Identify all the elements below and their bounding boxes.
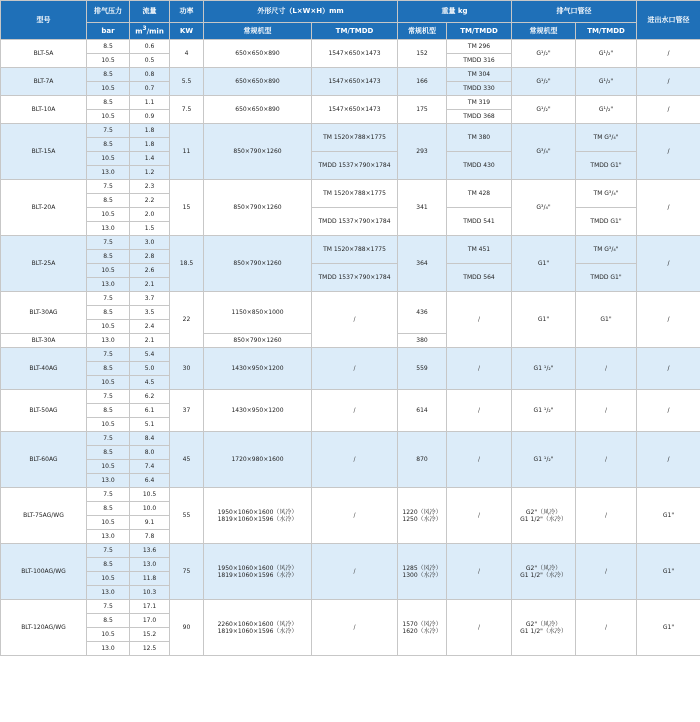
outlet-regular: G1" [512, 236, 576, 292]
pressure-value: 13.0 [87, 474, 130, 488]
header-outlet-tm: TM/TMDD [576, 23, 637, 40]
weight-regular: 175 [398, 96, 447, 124]
dims-tm: / [312, 292, 398, 348]
dims-water-cooled: 1819×1060×1596（水冷） [217, 627, 298, 635]
pressure-value: 10.5 [87, 152, 130, 166]
weight-tm: TM 451 [447, 236, 512, 264]
power-value: 4 [170, 40, 204, 68]
pressure-value: 7.5 [87, 432, 130, 446]
weight-tm: TMDD 330 [447, 82, 512, 96]
pressure-value: 7.5 [87, 544, 130, 558]
dims-tm: / [312, 390, 398, 432]
dims-regular: 650×650×890 [204, 40, 312, 68]
flow-value: 5.0 [130, 362, 170, 376]
header-pressure: 排气压力 [87, 1, 130, 23]
outlet-regular [512, 600, 576, 656]
pressure-value: 8.5 [87, 362, 130, 376]
pressure-value: 7.5 [87, 600, 130, 614]
pressure-value: 13.0 [87, 642, 130, 656]
weight-tm: / [447, 390, 512, 432]
power-value: 15 [170, 180, 204, 236]
power-value: 7.5 [170, 96, 204, 124]
flow-value: 4.5 [130, 376, 170, 390]
dims-tm: TMDD 1537×790×1784 [312, 264, 398, 292]
pressure-value: 10.5 [87, 264, 130, 278]
outlet-water-cooled: G1 1/2"（水冷） [520, 571, 567, 579]
outlet-tm: G¹/₂" [576, 68, 637, 96]
header-power-unit: KW [170, 23, 204, 40]
weight-regular: 341 [398, 180, 447, 236]
water-pipe: / [637, 96, 700, 124]
weight-tm: / [447, 348, 512, 390]
dims-tm: TM 1520×788×1775 [312, 180, 398, 208]
outlet-regular: G¹/₂" [512, 68, 576, 96]
water-pipe: / [637, 236, 700, 292]
dims-tm: 1547×650×1473 [312, 68, 398, 96]
header-flow-unit: $m^3/\min$ [130, 23, 170, 40]
weight-tm: / [447, 432, 512, 488]
pressure-value: 8.5 [87, 306, 130, 320]
pressure-value: 8.5 [87, 502, 130, 516]
water-pipe: G1" [637, 488, 700, 544]
header-dims: 外形尺寸（L×W×H）mm [204, 1, 398, 23]
model-name: BLT-25A [1, 236, 87, 292]
model-name: BLT-30A [1, 334, 87, 348]
dims-regular: 850×790×1260 [204, 180, 312, 236]
flow-value: 2.3 [130, 180, 170, 194]
header-water: 进出水口管径 [637, 1, 700, 40]
weight-tm: TM 380 [447, 124, 512, 152]
dims-regular: 1720×980×1600 [204, 432, 312, 488]
outlet-regular: G¹/₂" [512, 40, 576, 68]
flow-value: 9.1 [130, 516, 170, 530]
dims-tm: / [312, 432, 398, 488]
pressure-value: 8.5 [87, 96, 130, 110]
pressure-value: 8.5 [87, 68, 130, 82]
header-power: 功率 [170, 1, 204, 23]
weight-water-cooled: 1300（水冷） [402, 571, 442, 579]
flow-value: 2.1 [130, 278, 170, 292]
flow-value: 11.8 [130, 572, 170, 586]
header-pressure-unit: bar [87, 23, 130, 40]
dims-tm: TM 1520×788×1775 [312, 124, 398, 152]
outlet-tm: G¹/₂" [576, 96, 637, 124]
outlet-regular: G³/₄" [512, 180, 576, 236]
header-weight-tm: TM/TMDD [447, 23, 512, 40]
weight-regular: 152 [398, 40, 447, 68]
flow-value: 17.0 [130, 614, 170, 628]
model-group-blt-20a [1, 180, 700, 236]
outlet-tm: / [576, 390, 637, 432]
power-value: 90 [170, 600, 204, 656]
flow-value: 8.0 [130, 446, 170, 460]
water-pipe: G1" [637, 544, 700, 600]
dims-regular: 850×790×1260 [204, 334, 312, 348]
water-pipe: / [637, 124, 700, 180]
weight-regular: 364 [398, 236, 447, 292]
flow-value: 10.3 [130, 586, 170, 600]
dims-water-cooled: 1819×1060×1596（水冷） [217, 515, 298, 523]
weight-tm: / [447, 488, 512, 544]
flow-value: 15.2 [130, 628, 170, 642]
pressure-value: 10.5 [87, 516, 130, 530]
dims-air-cooled: 1950×1060×1600（风冷） [217, 508, 298, 516]
weight-regular: 614 [398, 390, 447, 432]
dims-tm: / [312, 488, 398, 544]
model-name: BLT-5A [1, 40, 87, 68]
pressure-value: 8.5 [87, 446, 130, 460]
flow-value: 13.6 [130, 544, 170, 558]
header-flow: 流量 [130, 1, 170, 23]
flow-value: 2.1 [130, 334, 170, 348]
dims-water-cooled: 1819×1060×1596（水冷） [217, 571, 298, 579]
outlet-regular [512, 544, 576, 600]
pressure-value: 13.0 [87, 222, 130, 236]
water-pipe: / [637, 40, 700, 68]
weight-water-cooled: 1250（水冷） [402, 515, 442, 523]
pressure-value: 7.5 [87, 488, 130, 502]
weight-regular [398, 544, 447, 600]
outlet-tm: G1" [576, 292, 637, 348]
flow-value: 8.4 [130, 432, 170, 446]
dims-regular [204, 488, 312, 544]
flow-value: 6.1 [130, 404, 170, 418]
weight-tm: TM 304 [447, 68, 512, 82]
weight-tm: TM 296 [447, 40, 512, 54]
outlet-tm: TM G³/₄" [576, 236, 637, 264]
weight-tm: TMDD 368 [447, 110, 512, 124]
weight-regular: 436 [398, 292, 447, 334]
pressure-value: 7.5 [87, 292, 130, 306]
model-group-blt-15a [1, 124, 700, 180]
flow-value: 0.6 [130, 40, 170, 54]
outlet-tm: TMDD G1" [576, 152, 637, 180]
outlet-regular: G1 ¹/₂" [512, 348, 576, 390]
weight-water-cooled: 1620（水冷） [402, 627, 442, 635]
dims-regular: 1430×950×1200 [204, 348, 312, 390]
dims-regular: 850×790×1260 [204, 236, 312, 292]
outlet-water-cooled: G1 1/2"（水冷） [520, 627, 567, 635]
pressure-value: 10.5 [87, 460, 130, 474]
flow-value: 1.5 [130, 222, 170, 236]
weight-regular: 293 [398, 124, 447, 180]
power-value: 30 [170, 348, 204, 390]
water-pipe: / [637, 390, 700, 432]
weight-tm: / [447, 292, 512, 348]
weight-regular [398, 600, 447, 656]
model-group-blt-50ag [1, 390, 700, 432]
pressure-value: 8.5 [87, 40, 130, 54]
model-group-blt-100ag-wg [1, 544, 700, 600]
pressure-value: 10.5 [87, 376, 130, 390]
dims-tm: / [312, 544, 398, 600]
weight-regular: 870 [398, 432, 447, 488]
pressure-value: 10.5 [87, 320, 130, 334]
pressure-value: 10.5 [87, 208, 130, 222]
flow-value: 1.8 [130, 124, 170, 138]
weight-tm: TMDD 316 [447, 54, 512, 68]
weight-tm: / [447, 600, 512, 656]
pressure-value: 7.5 [87, 236, 130, 250]
weight-tm: TMDD 564 [447, 264, 512, 292]
dims-tm: / [312, 348, 398, 390]
flow-value: 10.0 [130, 502, 170, 516]
model-group-blt-30ag [1, 292, 700, 348]
water-pipe: / [637, 180, 700, 236]
model-group-blt-60ag [1, 432, 700, 488]
flow-value: 2.2 [130, 194, 170, 208]
outlet-tm: / [576, 600, 637, 656]
flow-value: 0.8 [130, 68, 170, 82]
header-outlet: 排气口管径 [512, 1, 637, 23]
model-name: BLT-15A [1, 124, 87, 180]
model-name: BLT-40AG [1, 348, 87, 390]
flow-value: 2.8 [130, 250, 170, 264]
flow-value: 1.8 [130, 138, 170, 152]
pressure-value: 7.5 [87, 390, 130, 404]
pressure-value: 8.5 [87, 404, 130, 418]
model-name: BLT-7A [1, 68, 87, 96]
dims-regular: 650×650×890 [204, 68, 312, 96]
outlet-tm: G¹/₂" [576, 40, 637, 68]
pressure-value: 13.0 [87, 334, 130, 348]
flow-value: 0.9 [130, 110, 170, 124]
pressure-value: 10.5 [87, 572, 130, 586]
flow-value: 17.1 [130, 600, 170, 614]
power-value: 18.5 [170, 236, 204, 292]
outlet-tm: TMDD G1" [576, 264, 637, 292]
model-group-blt-120ag-wg [1, 600, 700, 656]
power-value: 22 [170, 292, 204, 348]
flow-value: 12.5 [130, 642, 170, 656]
model-name: BLT-60AG [1, 432, 87, 488]
outlet-regular: G1 ¹/₂" [512, 390, 576, 432]
water-pipe: G1" [637, 600, 700, 656]
dims-regular: 1430×950×1200 [204, 390, 312, 432]
model-name: BLT-100AG/WG [1, 544, 87, 600]
weight-regular: 380 [398, 334, 447, 348]
water-pipe: / [637, 348, 700, 390]
pressure-value: 13.0 [87, 530, 130, 544]
power-value: 5.5 [170, 68, 204, 96]
flow-value: 3.5 [130, 306, 170, 320]
model-name: BLT-10A [1, 96, 87, 124]
flow-value: 10.5 [130, 488, 170, 502]
model-group-blt-40ag [1, 348, 700, 390]
outlet-regular: G1 ¹/₂" [512, 432, 576, 488]
flow-value: 2.0 [130, 208, 170, 222]
flow-value: 0.5 [130, 54, 170, 68]
flow-value: 6.4 [130, 474, 170, 488]
pressure-value: 8.5 [87, 194, 130, 208]
outlet-air-cooled: G2"（风冷） [525, 508, 562, 516]
flow-value: 13.0 [130, 558, 170, 572]
weight-air-cooled: 1570（风冷） [402, 620, 442, 628]
power-value: 37 [170, 390, 204, 432]
weight-tm: TM 428 [447, 180, 512, 208]
dims-tm: TM 1520×788×1775 [312, 236, 398, 264]
outlet-air-cooled: G2"（风冷） [525, 620, 562, 628]
model-group-blt-25a [1, 236, 700, 292]
model-name: BLT-75AG/WG [1, 488, 87, 544]
dims-tm: 1547×650×1473 [312, 96, 398, 124]
pressure-value: 13.0 [87, 166, 130, 180]
power-value: 45 [170, 432, 204, 488]
outlet-tm: / [576, 544, 637, 600]
model-name: BLT-120AG/WG [1, 600, 87, 656]
flow-value: 3.7 [130, 292, 170, 306]
outlet-tm: / [576, 488, 637, 544]
dims-tm: / [312, 600, 398, 656]
flow-value: 3.0 [130, 236, 170, 250]
pressure-value: 7.5 [87, 180, 130, 194]
weight-air-cooled: 1220（风冷） [402, 508, 442, 516]
dims-regular: 650×650×890 [204, 96, 312, 124]
pressure-value: 10.5 [87, 54, 130, 68]
weight-tm: TMDD 430 [447, 152, 512, 180]
outlet-regular: G³/₄" [512, 124, 576, 180]
model-group-blt-75ag-wg [1, 488, 700, 544]
header-weight-regular: 常规机型 [398, 23, 447, 40]
table-header [1, 1, 700, 40]
outlet-tm: / [576, 432, 637, 488]
pressure-value: 10.5 [87, 628, 130, 642]
model-name: BLT-50AG [1, 390, 87, 432]
flow-value: 1.1 [130, 96, 170, 110]
flow-value: 1.2 [130, 166, 170, 180]
outlet-water-cooled: G1 1/2"（水冷） [520, 515, 567, 523]
model-name: BLT-30AG [1, 292, 87, 334]
dims-air-cooled: 2260×1060×1600（风冷） [217, 620, 298, 628]
power-value: 55 [170, 488, 204, 544]
header-dims-regular: 常规机型 [204, 23, 312, 40]
pressure-value: 8.5 [87, 250, 130, 264]
weight-tm: TMDD 541 [447, 208, 512, 236]
dims-tm: 1547×650×1473 [312, 40, 398, 68]
weight-air-cooled: 1285（风冷） [402, 564, 442, 572]
flow-value: 5.1 [130, 418, 170, 432]
flow-value: 2.4 [130, 320, 170, 334]
flow-value: 1.4 [130, 152, 170, 166]
flow-value: 5.4 [130, 348, 170, 362]
power-value: 75 [170, 544, 204, 600]
weight-tm: / [447, 544, 512, 600]
outlet-tm: TM G³/₄" [576, 124, 637, 152]
pressure-value: 13.0 [87, 586, 130, 600]
flow-value: 0.7 [130, 82, 170, 96]
water-pipe: / [637, 432, 700, 488]
outlet-regular: G¹/₂" [512, 96, 576, 124]
pressure-value: 10.5 [87, 82, 130, 96]
outlet-tm: TMDD G1" [576, 208, 637, 236]
dims-air-cooled: 1950×1060×1600（风冷） [217, 564, 298, 572]
dims-regular [204, 600, 312, 656]
dims-regular: 1150×850×1000 [204, 292, 312, 334]
weight-tm: TM 319 [447, 96, 512, 110]
dims-tm: TMDD 1537×790×1784 [312, 208, 398, 236]
outlet-tm: / [576, 348, 637, 390]
flow-value: 6.2 [130, 390, 170, 404]
dims-regular: 850×790×1260 [204, 124, 312, 180]
model-name: BLT-20A [1, 180, 87, 236]
pressure-value: 8.5 [87, 558, 130, 572]
header-dims-tm: TM/TMDD [312, 23, 398, 40]
header-weight: 重量 kg [398, 1, 512, 23]
pressure-value: 7.5 [87, 124, 130, 138]
model-group-blt-7a [1, 68, 700, 96]
flow-value: 2.6 [130, 264, 170, 278]
pressure-value: 10.5 [87, 418, 130, 432]
model-group-blt-5a [1, 40, 700, 68]
pressure-value: 10.5 [87, 110, 130, 124]
power-value: 11 [170, 124, 204, 180]
water-pipe: / [637, 292, 700, 348]
flow-value: 7.8 [130, 530, 170, 544]
outlet-air-cooled: G2"（风冷） [525, 564, 562, 572]
dims-tm: TMDD 1537×790×1784 [312, 152, 398, 180]
outlet-regular: G1" [512, 292, 576, 348]
header-model: 型号 [1, 1, 87, 40]
dims-regular [204, 544, 312, 600]
header-outlet-regular: 常规机型 [512, 23, 576, 40]
outlet-tm: TM G³/₄" [576, 180, 637, 208]
pressure-value: 7.5 [87, 348, 130, 362]
pressure-value: 13.0 [87, 278, 130, 292]
weight-regular: 559 [398, 348, 447, 390]
outlet-regular [512, 488, 576, 544]
pressure-value: 8.5 [87, 138, 130, 152]
weight-regular [398, 488, 447, 544]
model-group-blt-10a [1, 96, 700, 124]
water-pipe: / [637, 68, 700, 96]
pressure-value: 8.5 [87, 614, 130, 628]
weight-regular: 166 [398, 68, 447, 96]
flow-value: 7.4 [130, 460, 170, 474]
